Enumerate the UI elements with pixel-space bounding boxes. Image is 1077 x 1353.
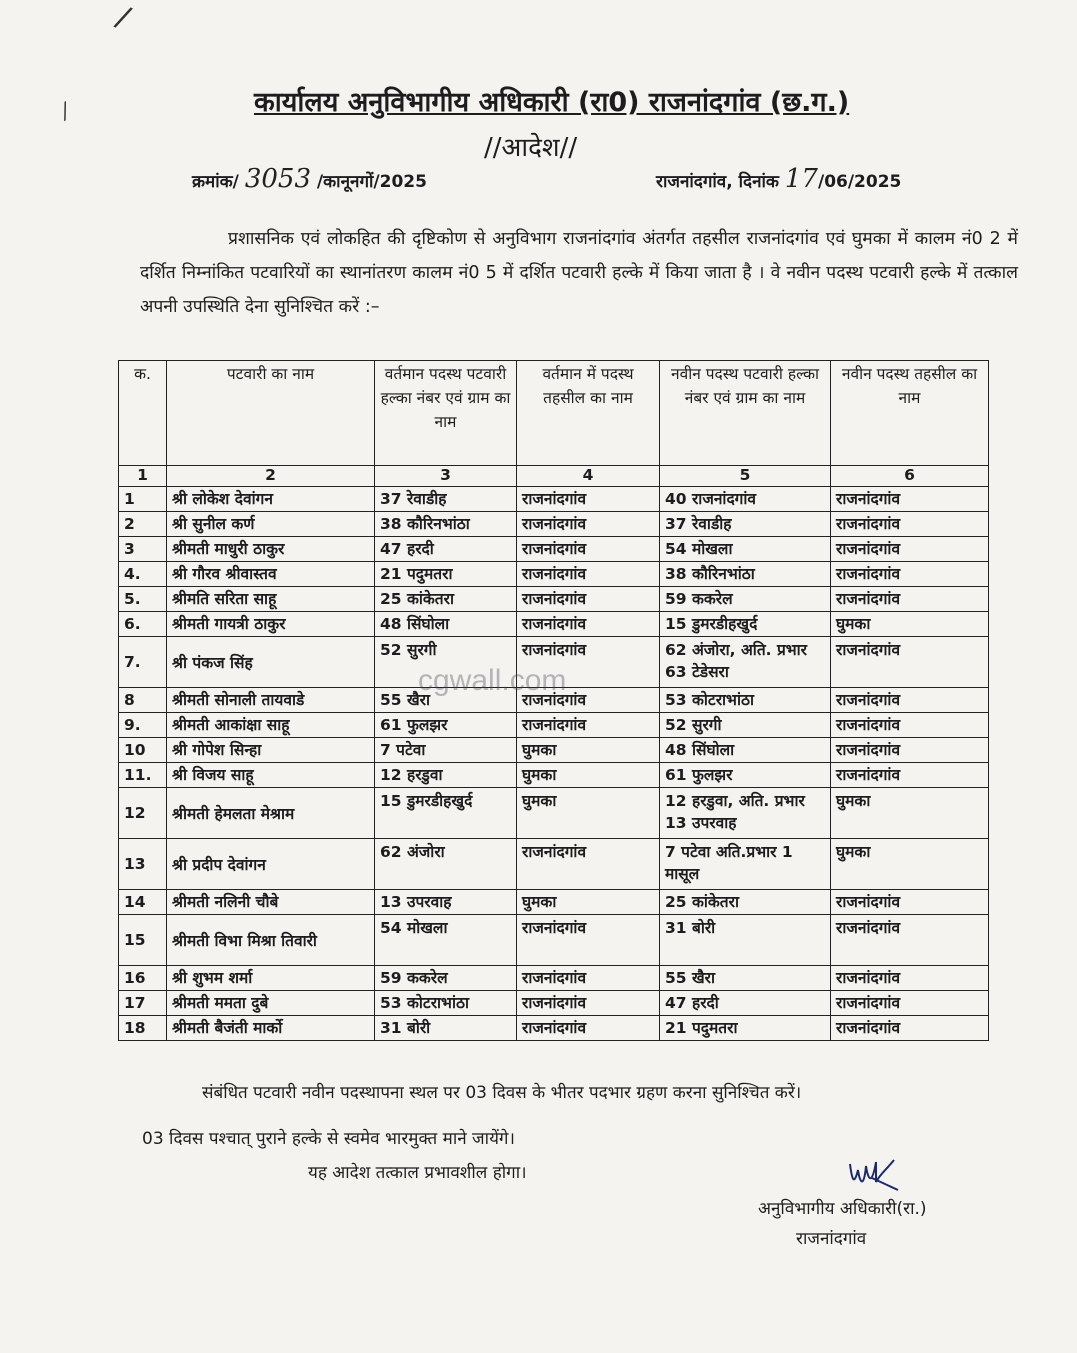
cell-new-teh: घुमका xyxy=(831,788,989,839)
cell-sn: 15 xyxy=(119,915,167,966)
cell-sn: 8 xyxy=(119,688,167,713)
cell-sn: 5. xyxy=(119,587,167,612)
column-number: 1 xyxy=(119,466,167,487)
column-header: नवीन पदस्थ तहसील का नाम xyxy=(831,361,989,466)
cell-cur: 38 कौरिनभांठा xyxy=(375,512,517,537)
column-header: वर्तमान पदस्थ पटवारी हल्का नंबर एवं ग्राम का नाम xyxy=(375,361,517,466)
cell-sn: 11. xyxy=(119,763,167,788)
cell-cur: 55 खैरा xyxy=(375,688,517,713)
cell-name: श्रीमती गायत्री ठाकुर xyxy=(167,612,375,637)
column-header: नवीन पदस्थ पटवारी हल्का नंबर एवं ग्राम का नाम xyxy=(660,361,831,466)
cell-sn: 9. xyxy=(119,713,167,738)
table-row xyxy=(119,1016,989,1041)
cell-new-teh: राजनांदगांव xyxy=(831,738,989,763)
intro-paragraph xyxy=(140,222,1018,324)
cell-name: श्री शुभम शर्मा xyxy=(167,966,375,991)
cell-new-teh: घुमका xyxy=(831,839,989,890)
cell-cur-teh: घुमका xyxy=(517,738,660,763)
cell-cur: 54 मोखला xyxy=(375,915,517,966)
cell-new-teh: राजनांदगांव xyxy=(831,512,989,537)
cell-new: 25 कांकेतरा xyxy=(660,890,831,915)
cell-cur: 53 कोटराभांठा xyxy=(375,991,517,1016)
cell-sn: 10 xyxy=(119,738,167,763)
cell-new-teh: राजनांदगांव xyxy=(831,991,989,1016)
signatory-title: अनुविभागीय अधिकारी(रा.) xyxy=(758,1199,927,1219)
cell-cur: 15 डुमरडीहखुर्द xyxy=(375,788,517,839)
cell-sn: 12 xyxy=(119,788,167,839)
cell-cur-teh: राजनांदगांव xyxy=(517,487,660,512)
table-row xyxy=(119,991,989,1016)
intro-text: प्रशासनिक एवं लोकहित की दृष्टिकोण से अनुविभाग राजनांदगांव अंतर्गत तहसील राजनांदगांव एवं घुमका में कालम नं0 2 में दर्शित निम्नांकित पटवारियों का स्थानांतरण कालम नं0 5 में दर्शित पटवारी हल्के में किया जाता है । वे नवीन पदस्थ पटवारी हल्के में तत्काल अपनी उपस्थिति देना सुनिश्चित करें :– xyxy=(140,229,1018,317)
cell-name: श्री प्रदीप देवांगन xyxy=(167,839,375,890)
cell-cur: 13 उपरवाह xyxy=(375,890,517,915)
cell-new-teh: राजनांदगांव xyxy=(831,966,989,991)
cell-cur: 37 रेवाडीह xyxy=(375,487,517,512)
table-row xyxy=(119,788,989,839)
table-row xyxy=(119,890,989,915)
cell-cur-teh: राजनांदगांव xyxy=(517,637,660,688)
reference-number xyxy=(192,164,427,194)
cell-new: 53 कोटराभांठा xyxy=(660,688,831,713)
cell-new: 62 अंजोरा, अति. प्रभार 63 टेडेसरा xyxy=(660,637,831,688)
cell-new-teh: राजनांदगांव xyxy=(831,562,989,587)
cell-new: 48 सिंघोला xyxy=(660,738,831,763)
cell-sn: 6. xyxy=(119,612,167,637)
cell-sn: 18 xyxy=(119,1016,167,1041)
cell-new: 47 हरदी xyxy=(660,991,831,1016)
cell-new: 54 मोखला xyxy=(660,537,831,562)
cell-name: श्रीमती ममता दुबे xyxy=(167,991,375,1016)
pen-mark: / xyxy=(111,0,136,36)
cell-cur-teh: राजनांदगांव xyxy=(517,991,660,1016)
column-header: वर्तमान में पदस्थ तहसील का नाम xyxy=(517,361,660,466)
cell-cur: 21 पदुमतरा xyxy=(375,562,517,587)
cell-name: श्री गोपेश सिन्हा xyxy=(167,738,375,763)
table-row xyxy=(119,966,989,991)
watermark: cgwall.com xyxy=(418,664,567,697)
date-prefix: राजनांदगांव, दिनांक xyxy=(656,172,779,192)
table-header-row xyxy=(119,361,989,466)
cell-cur-teh: राजनांदगांव xyxy=(517,537,660,562)
cell-cur: 47 हरदी xyxy=(375,537,517,562)
cell-name: श्री सुनील कर्ण xyxy=(167,512,375,537)
cell-cur: 12 हरडुवा xyxy=(375,763,517,788)
cell-new: 38 कौरिनभांठा xyxy=(660,562,831,587)
ref-number: 3053 xyxy=(244,164,311,194)
cell-new-teh: राजनांदगांव xyxy=(831,688,989,713)
table-row xyxy=(119,839,989,890)
cell-cur-teh: घुमका xyxy=(517,763,660,788)
column-number: 4 xyxy=(517,466,660,487)
cell-name: श्रीमति सरिता साहू xyxy=(167,587,375,612)
joining-note: संबंधित पटवारी नवीन पदस्थापना स्थल पर 03 दिवस के भीतर पदभार ग्रहण करना सुनिश्चित करें। xyxy=(202,1083,802,1103)
cell-new: 37 रेवाडीह xyxy=(660,512,831,537)
cell-new-teh: राजनांदगांव xyxy=(831,915,989,966)
table-row xyxy=(119,915,989,966)
cell-cur: 52 सुरगी xyxy=(375,637,517,688)
cell-cur-teh: राजनांदगांव xyxy=(517,587,660,612)
table-row xyxy=(119,562,989,587)
cell-cur: 25 कांकेतरा xyxy=(375,587,517,612)
table-row xyxy=(119,763,989,788)
cell-name: श्रीमती बैजंती मार्को xyxy=(167,1016,375,1041)
cell-cur: 61 फुलझर xyxy=(375,713,517,738)
cell-new: 61 फुलझर xyxy=(660,763,831,788)
cell-cur-teh: घुमका xyxy=(517,788,660,839)
column-number: 6 xyxy=(831,466,989,487)
cell-name: श्रीमती आकांक्षा साहू xyxy=(167,713,375,738)
cell-sn: 2 xyxy=(119,512,167,537)
signature-mark xyxy=(842,1150,902,1200)
date-rest: /06/2025 xyxy=(817,172,902,192)
column-number: 2 xyxy=(167,466,375,487)
table-row xyxy=(119,713,989,738)
table-row xyxy=(119,612,989,637)
signatory-place: राजनांदगांव xyxy=(796,1229,867,1249)
cell-cur-teh: राजनांदगांव xyxy=(517,1016,660,1041)
cell-cur: 31 बोरी xyxy=(375,1016,517,1041)
cell-sn: 1 xyxy=(119,487,167,512)
cell-cur: 62 अंजोरा xyxy=(375,839,517,890)
column-number: 5 xyxy=(660,466,831,487)
cell-new: 40 राजनांदगांव xyxy=(660,487,831,512)
cell-cur-teh: राजनांदगांव xyxy=(517,966,660,991)
cell-new: 7 पटेवा अति.प्रभार 1 मासूल xyxy=(660,839,831,890)
order-date xyxy=(656,164,901,194)
order-heading: //आदेश// xyxy=(484,133,578,163)
column-number: 3 xyxy=(375,466,517,487)
table-row xyxy=(119,738,989,763)
cell-sn: 16 xyxy=(119,966,167,991)
column-header: क. xyxy=(119,361,167,466)
cell-name: श्रीमती हेमलता मेश्राम xyxy=(167,788,375,839)
relief-note: 03 दिवस पश्चात् पुराने हल्के से स्वमेव भारमुक्त माने जायेंगे। xyxy=(142,1129,515,1149)
cell-cur-teh: राजनांदगांव xyxy=(517,512,660,537)
cell-new: 21 पदुमतरा xyxy=(660,1016,831,1041)
cell-new-teh: राजनांदगांव xyxy=(831,587,989,612)
cell-sn: 3 xyxy=(119,537,167,562)
pen-mark: ⁄ xyxy=(57,100,74,125)
cell-new-teh: राजनांदगांव xyxy=(831,763,989,788)
cell-name: श्रीमती विभा मिश्रा तिवारी xyxy=(167,915,375,966)
cell-cur: 7 पटेवा xyxy=(375,738,517,763)
cell-cur-teh: राजनांदगांव xyxy=(517,839,660,890)
cell-sn: 14 xyxy=(119,890,167,915)
cell-sn: 4. xyxy=(119,562,167,587)
cell-new-teh: राजनांदगांव xyxy=(831,890,989,915)
cell-name: श्रीमती नलिनी चौबे xyxy=(167,890,375,915)
cell-name: श्रीमती माधुरी ठाकुर xyxy=(167,537,375,562)
cell-new-teh: राजनांदगांव xyxy=(831,637,989,688)
cell-cur-teh: राजनांदगांव xyxy=(517,713,660,738)
cell-name: श्री विजय साहू xyxy=(167,763,375,788)
cell-cur-teh: राजनांदगांव xyxy=(517,688,660,713)
cell-name: श्री गौरव श्रीवास्तव xyxy=(167,562,375,587)
cell-name: श्री लोकेश देवांगन xyxy=(167,487,375,512)
cell-sn: 17 xyxy=(119,991,167,1016)
cell-cur: 48 सिंघोला xyxy=(375,612,517,637)
cell-new: 15 डुमरडीहखुर्द xyxy=(660,612,831,637)
cell-new: 12 हरडुवा, अति. प्रभार 13 उपरवाह xyxy=(660,788,831,839)
cell-cur-teh: राजनांदगांव xyxy=(517,562,660,587)
column-number-row xyxy=(119,466,989,487)
cell-sn: 7. xyxy=(119,637,167,688)
cell-sn: 13 xyxy=(119,839,167,890)
cell-new-teh: राजनांदगांव xyxy=(831,713,989,738)
cell-new: 52 सुरगी xyxy=(660,713,831,738)
cell-cur-teh: घुमका xyxy=(517,890,660,915)
cell-name: श्रीमती सोनाली तायवाडे xyxy=(167,688,375,713)
cell-new: 55 खैरा xyxy=(660,966,831,991)
column-header: पटवारी का नाम xyxy=(167,361,375,466)
cell-cur-teh: राजनांदगांव xyxy=(517,915,660,966)
cell-name: श्री पंकज सिंह xyxy=(167,637,375,688)
cell-new-teh: घुमका xyxy=(831,612,989,637)
effect-note: यह आदेश तत्काल प्रभावशील होगा। xyxy=(308,1163,527,1183)
table-row xyxy=(119,487,989,512)
cell-cur-teh: राजनांदगांव xyxy=(517,612,660,637)
transfer-table xyxy=(118,360,989,1041)
cell-cur: 59 ककरेल xyxy=(375,966,517,991)
cell-new: 31 बोरी xyxy=(660,915,831,966)
table-row xyxy=(119,537,989,562)
cell-new-teh: राजनांदगांव xyxy=(831,1016,989,1041)
date-day: 17 xyxy=(784,164,818,194)
office-title: कार्यालय अनुविभागीय अधिकारी (रा0) राजनांदगांव (छ.ग.) xyxy=(254,87,850,118)
ref-suffix: /कानूनगों/2025 xyxy=(316,172,427,192)
cell-new: 59 ककरेल xyxy=(660,587,831,612)
cell-new-teh: राजनांदगांव xyxy=(831,537,989,562)
ref-prefix: क्रमांक/ xyxy=(192,172,239,192)
table-row xyxy=(119,587,989,612)
cell-new-teh: राजनांदगांव xyxy=(831,487,989,512)
table-row xyxy=(119,512,989,537)
